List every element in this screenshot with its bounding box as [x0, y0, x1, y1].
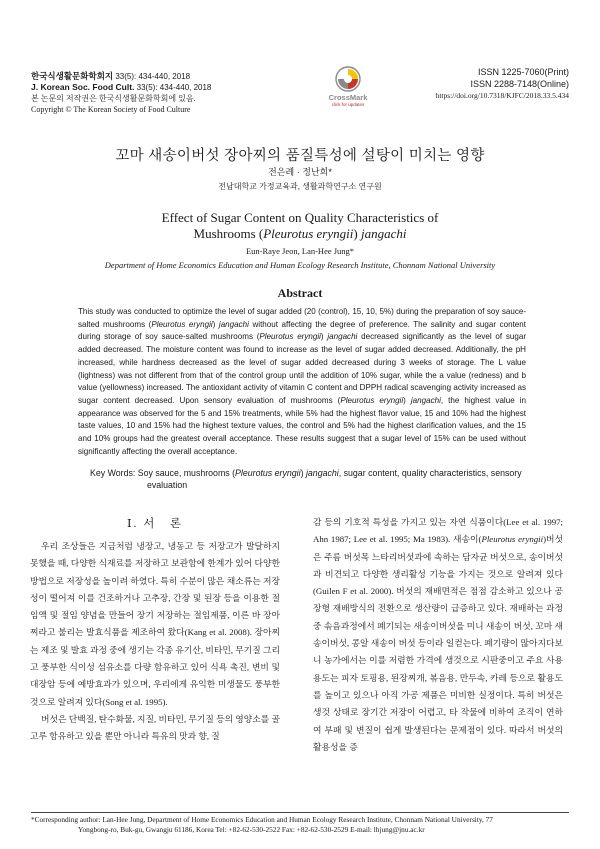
abstract-text: This study was conducted to optimize the level of sugar added (20 (control), 15, 10, 5%) during the preparation of soy sauce-salted mushrooms (	[78, 307, 526, 329]
intro-paragraph-1: 우리 조상들은 지금처럼 냉장고, 냉동고 등 저장고가 발달하지 못했을 때, 다양한 식재료를 저장하고 보관함에 한계가 있어 다양한 방법으로 저장성을 높이려 하였다. 특히 수분이 많은 채소류는 저장성이 떨어져 이를 건조하거나 고추장, 간장 및 된장 등을 이용한 절임액 및 절임 양념을 만들어 장기 저장하는 절임제품, 이른 바 장아찌라고 불리는 발효식품을 제조하여 왔다(Kang et al. 2008). 장아찌는 제조 및 발효 과정 중에 생기는 각종 유기산, 비타민, 무기질 그리고 풍부한 식이성 섬유소를 다량 함유하고 있어 식욕 촉진, 변비 및 대장암 등에 예방효과가 있으며, 우리에게 유익한 미생물도 풍부한 것으로 알려져 있다(Song et al. 1995).	[30, 541, 280, 707]
journal-english-line	[31, 82, 211, 93]
keywords-label: Key Words:	[90, 468, 136, 478]
affiliation-english: Department of Home Economics Education and Human Ecology Research Institute, Chonnam National University	[104, 260, 496, 270]
keywords-text: Soy sauce, mushrooms (	[135, 468, 236, 478]
copyright-english: Copyright © The Korean Society of Food Culture	[31, 105, 191, 114]
intro-paragraph-3	[313, 514, 563, 756]
keywords-text: )	[300, 468, 306, 478]
title-text: )	[353, 226, 361, 241]
abstract-italic: jangachi	[327, 332, 358, 342]
affiliation-korean: 전남대학교 가정교육과, 생활과학연구소 연구원	[218, 182, 382, 191]
journal-korean-line	[31, 71, 211, 82]
footnote-line2: Yongbong-ro, Buk-gu, Gwangju 61186, Korea Tel: +82-62-530-2522 Fax: +82-62-530-2529 E-mail: lhjung@jnu.ac.kr	[78, 825, 425, 834]
crossmark-sub: click for updates	[331, 102, 365, 107]
journal-header-left	[31, 71, 211, 115]
keywords-italic: Pleurotus eryngii	[235, 468, 301, 478]
title-english	[0, 210, 600, 242]
journal-header-right	[436, 66, 569, 102]
issn-online: ISSN 2288-7148(Online)	[470, 79, 569, 89]
authors-english: Eun-Raye Jeon, Lan-Hee Jung*	[245, 246, 355, 256]
copyright-korean: 본 논문의 저작권은 한국식생활문화학회에 있음.	[31, 94, 196, 103]
crossmark-badge[interactable]	[326, 66, 370, 107]
abstract-text: )	[403, 395, 411, 405]
abstract-italic: jangachi	[218, 319, 249, 329]
footnote	[31, 815, 569, 835]
journal-korean-name: 한국식생활문화학회지	[31, 71, 114, 81]
intro-paragraph-2: 버섯은 단백질, 탄수화물, 지질, 비타민, 무기질 등의 영양소를 골고루 함유하고 있을 뿐만 아니라 특유의 맛과 향, 질	[30, 713, 280, 742]
crossmark-icon	[335, 66, 361, 92]
footnote-line1: *Corresponding author: Lan-Hee Jung, Department of Home Economics Education and Human Ecology Research Institute, Chonnam National University, 77	[31, 815, 493, 824]
abstract-italic: Pleurotus eryngii	[259, 332, 321, 342]
footnote-rule	[31, 812, 569, 813]
title-jangachi: jangachi	[360, 226, 407, 241]
journal-english-cite: 33(5): 434-440, 2018	[134, 83, 212, 92]
abstract-text: )	[320, 332, 328, 342]
abstract-italic: Pleurotus eryngii	[340, 395, 404, 405]
abstract-italic: Pleurotus eryngii	[151, 319, 213, 329]
keywords-line2: evaluation	[147, 480, 188, 490]
crossmark-label: CrossMark	[328, 93, 368, 102]
title-english-line2	[0, 226, 600, 242]
body-left-column	[30, 516, 280, 746]
abstract-heading: Abstract	[277, 286, 323, 300]
body-italic: Pleurotus eryngii	[481, 534, 544, 545]
keywords-italic: jangachi	[305, 468, 339, 478]
body-text: 감 등의 기호적 특성을 가지고 있는 자연 식품이다(Lee et al. 1997; Ahn 1987; Lee et al. 1995; Ma 1983). 새송이(	[313, 517, 563, 545]
title-korean: 꼬마 새송이버섯 장아찌의 품질특성에 설탕이 미치는 영향	[115, 148, 485, 164]
journal-english-name: J. Korean Soc. Food Cult.	[31, 82, 135, 92]
keywords-line1	[90, 467, 530, 479]
title-english-line1: Effect of Sugar Content on Quality Characteristics of	[161, 210, 439, 225]
keywords-text: , sugar content, quality characteristics, sensory	[338, 468, 522, 478]
journal-korean-cite: 33(5): 434-440, 2018	[113, 72, 191, 81]
authors-korean: 전은례 · 정난희*	[268, 167, 332, 177]
abstract-italic: jangachi	[410, 395, 441, 405]
body-text: )버섯은 주름 버섯목 느타리버섯과에 속하는 담자균 버섯으로, 송이버섯과 비견되고 다양한 생리활성 기능을 가지는 것으로 알려져 있다(Guilen F et al. 2000). 버섯의 재배면적은 점점 감소하고 있으나 공장형 재배방식의 전환으로 생산량이 급증하고 있다. 재배하는 과정 중 솎음과정에서 폐기되는 새송이버섯을 미니 새송이 버섯, 꼬마 새송이버섯, 콩알 새송이 버섯 등이라 일컫는다. 폐기량이 많아지다보니 농가에서는 이를 저렴한 가격에 생것으로 시판중이고 주요 사용 용도는 피자 토핑용, 된장찌개, 볶음용, 만두속, 카레 등으로 활용도를 높이고 있으나 아직 가공 제품은 미비한 실정이다. 특히 버섯은 생것 상태로 장기간 저장이 어렵고, 타 작물에 비하여 조직이 연하여 부패 및 변질이 쉽게 발생된다는 문제점이 있다. 따라서 버섯의 활용성을 증	[313, 534, 563, 752]
keywords	[90, 467, 530, 491]
abstract-text: decreased significantly as the level of sugar added decreased. The moisture content was found to increase as the level of sugar added decreased. Additionally, the pH increased, while hardness decreased as the level of sugar added decreased during 3 weeks of storage. The L value (lightness) was not different from that of the control group until the addition of 10% sugar, while the a value (redness) and b value (yellowness) increased. The antioxidant activity of vitamin C content and DPPH radical scavenging activity increased as sugar content decreased. Upon sensory evaluation of mushrooms (	[78, 332, 526, 405]
doi-link[interactable]: https://doi.org/10.7318/KJFC/2018.33.5.434	[435, 91, 569, 100]
abstract-body	[78, 306, 526, 458]
body-right-column	[313, 514, 563, 756]
abstract-text: , the highest value in appearance was observed for the 5 and 15% treatments, while 5% had the highest flavor value, 15 and 10% had the highest taste values, 10 and 15% had the highest texture values, the control and 5% had the highest clarification values, and the 15 and 10% groups had the greatest overall acceptance. These results suggest that a sugar level of 15% can be used without significantly affecting the overall acceptance.	[78, 395, 526, 456]
title-text: Mushrooms (	[193, 226, 264, 241]
abstract-text: )	[212, 319, 219, 329]
title-species: Pleurotus eryngii	[263, 226, 354, 241]
issn-print: ISSN 1225-7060(Print)	[477, 67, 569, 77]
abstract-text: without affecting the degree of preference. The salinity and sugar content during storage of soy sauce-salted mushrooms (	[78, 319, 526, 342]
section-heading-introduction: Ⅰ. 서 론	[126, 518, 183, 530]
